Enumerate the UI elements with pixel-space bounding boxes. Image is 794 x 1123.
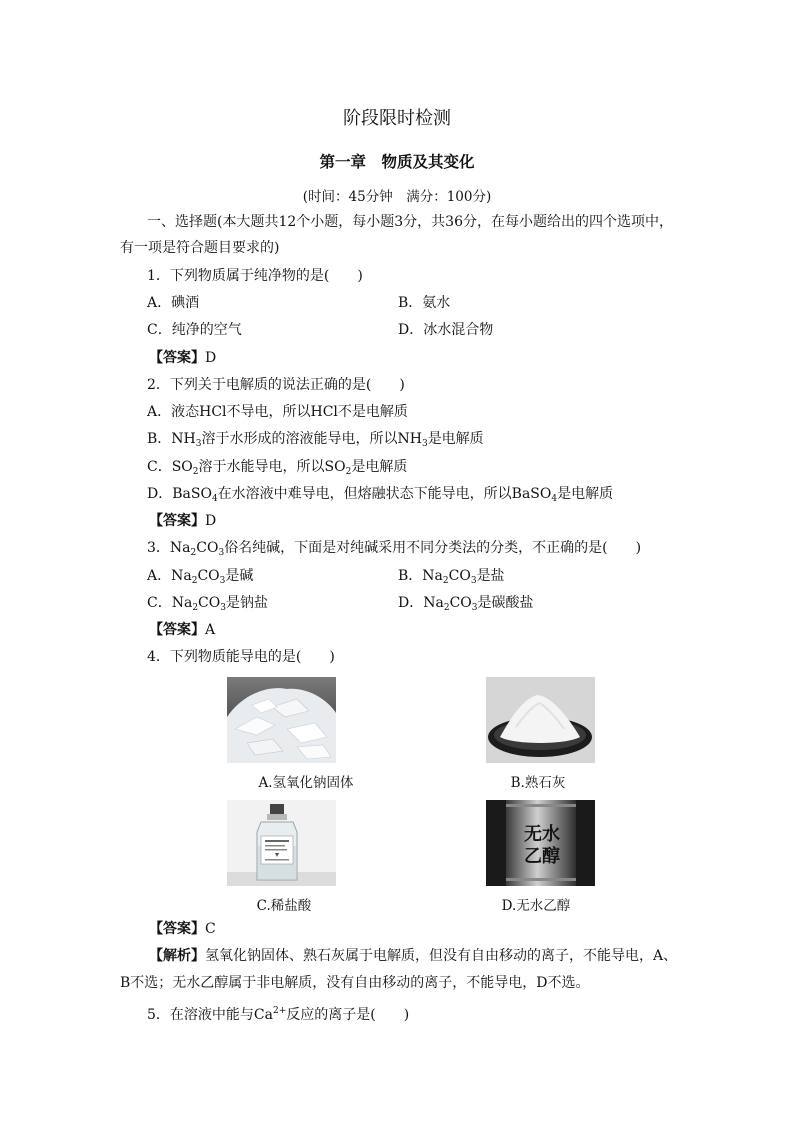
q1-option-d: D．冰水混合物 [398, 322, 494, 338]
question-1-stem: 1．下列物质属于纯净物的是( ) [147, 268, 363, 284]
q3-answer-value: A [205, 622, 216, 638]
q3-option-a: A．$Na_2CO_3$是碱 [147, 568, 254, 586]
q4-analysis-line2: B不选；无水乙醇属于非电解质，没有自由移动的离子，不能导电，D不选。 [120, 975, 590, 991]
caption-a: A.氢氧化钠固体 [258, 775, 354, 791]
barrel-text-line1: 无水 [524, 824, 560, 845]
q4-answer: 【答案】C [149, 921, 216, 937]
q3-answer: 【答案】A [149, 622, 216, 638]
exam-meta: (时间：45分钟 满分：100分) [302, 189, 492, 205]
barrel-text-line2: 乙醇 [524, 846, 560, 867]
q4-answer-value: C [205, 921, 216, 937]
question-3-stem: 3．$Na_2CO_3$俗名纯碱，下面是对纯碱采用不同分类法的分类，不正确的是( ) [147, 540, 642, 558]
q4-analysis-line1: 【解析】氢氧化钠固体、熟石灰属于电解质，但没有自由移动的离子，不能导电，A、 [149, 948, 678, 964]
q2-answer: 【答案】D [149, 513, 217, 529]
anhydrous-ethanol-photo [486, 800, 595, 886]
q1-answer [149, 349, 216, 367]
chapter-title: 第一章 物质及其变化 [319, 152, 475, 171]
naoh-solid-photo [227, 677, 336, 763]
q1-option-c: C．纯净的空气 [147, 322, 242, 338]
q3-option-c: C．$Na_2CO_3$是钠盐 [147, 595, 268, 613]
answer-tag: 【答案】 [149, 350, 205, 366]
q2-option-b: B．$NH_3$溶于水形成的溶液能导电，所以$NH_3$是电解质 [147, 431, 484, 449]
slaked-lime-photo [486, 677, 595, 763]
caption-d: D.无水乙醇 [501, 898, 571, 914]
q1-option-a: A．碘酒 [147, 295, 200, 311]
q3-option-d: D．$Na_2CO_3$是碳酸盐 [398, 595, 534, 613]
question-4-stem: 4．下列物质能导电的是( ) [147, 649, 335, 665]
q2-option-a: A．液态HCl不导电，所以HCl不是电解质 [147, 404, 408, 420]
section-instructions-line2: 有一项是符合题目要求的) [120, 240, 280, 256]
question-2-stem: 2．下列关于电解质的说法正确的是( ) [147, 377, 405, 393]
dilute-hcl-photo [227, 800, 336, 886]
q1-answer-value: D [205, 350, 217, 366]
question-5-stem: 5．在溶液中能与$Ca^{2+}$反应的离子是( ) [147, 1006, 410, 1023]
q2-answer-value: D [205, 513, 217, 529]
q2-option-d: D．BaSO$_4$在水溶液中难导电，但熔融状态下能导电，所以BaSO$_4$是电解质 [147, 486, 614, 504]
caption-c: C.稀盐酸 [256, 898, 312, 914]
q2-option-c: C．$SO_2$溶于水能导电，所以$SO_2$是电解质 [147, 459, 408, 477]
q3-option-b: B．$Na_2CO_3$是盐 [398, 568, 505, 586]
analysis-tag: 【解析】 [149, 948, 205, 964]
page-title: 阶段限时检测 [343, 108, 451, 129]
section-instructions-line1: 一、选择题(本大题共12个小题，每小题3分，共36分，在每小题给出的四个选项中， [147, 214, 673, 230]
caption-b: B.熟石灰 [510, 775, 566, 791]
q1-option-b: B．氨水 [398, 295, 451, 311]
